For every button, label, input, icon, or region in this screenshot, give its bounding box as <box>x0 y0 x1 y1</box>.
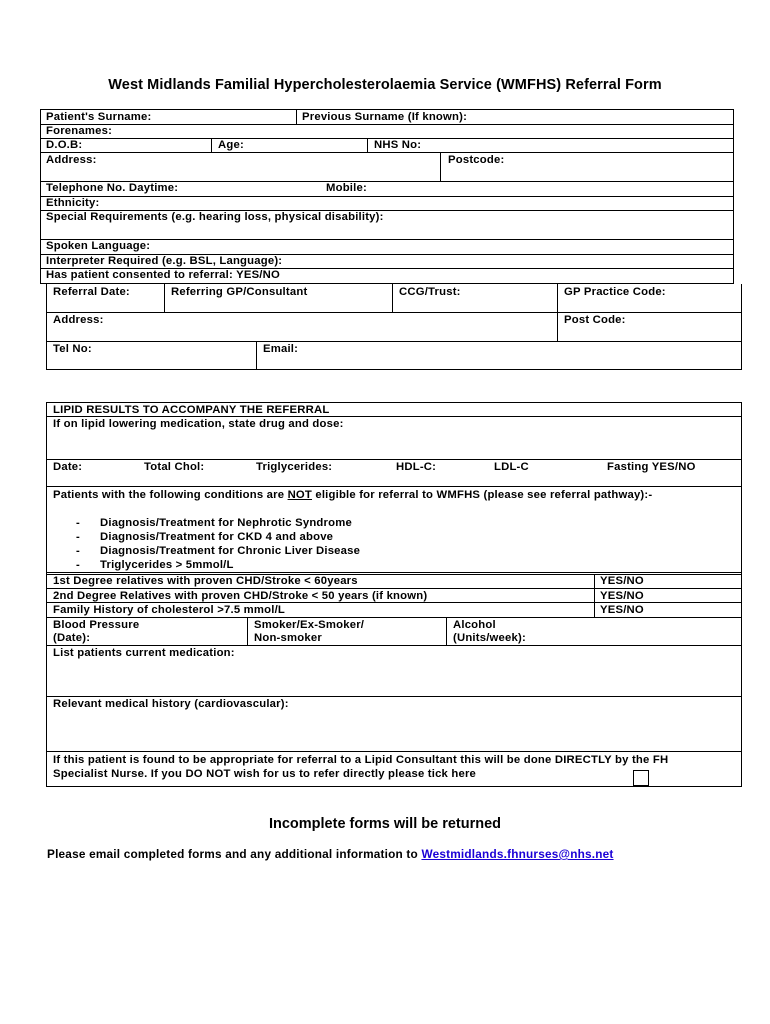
list-bullet: - <box>76 531 80 543</box>
smoker-label: Smoker/Ex-Smoker/ <box>254 619 365 631</box>
fasting-label: Fasting YES/NO <box>607 461 696 473</box>
eligibility-not-text: NOT <box>287 489 313 501</box>
gp-practice-code-label: GP Practice Code: <box>564 286 666 298</box>
blood-pressure-date-label: (Date): <box>53 632 91 644</box>
ldl-label: LDL-C <box>494 461 529 473</box>
second-degree-label: 2nd Degree Relatives with proven CHD/Stroke < 50 years (if known) <box>53 590 428 602</box>
hdl-label: HDL-C: <box>396 461 437 473</box>
list-item: Diagnosis/Treatment for Nephrotic Syndrome <box>100 517 352 529</box>
interpreter-label: Interpreter Required (e.g. BSL, Language): <box>46 255 283 267</box>
referrer-email-label: Email: <box>263 343 299 355</box>
forenames-label: Forenames: <box>46 125 113 137</box>
medical-history-label: Relevant medical history (cardiovascular): <box>53 698 289 710</box>
lipid-heading: LIPID RESULTS TO ACCOMPANY THE REFERRAL <box>53 404 330 416</box>
special-requirements-label: Special Requirements (e.g. hearing loss, physical disability): <box>46 211 384 223</box>
patient-address-label: Address: <box>46 154 97 166</box>
postcode-label: Postcode: <box>448 154 505 166</box>
ethnicity-label: Ethnicity: <box>46 197 100 209</box>
blood-pressure-label: Blood Pressure <box>53 619 140 631</box>
non-smoker-label: Non-smoker <box>254 632 322 644</box>
list-bullet: - <box>76 545 80 557</box>
alcohol-label: Alcohol <box>453 619 496 631</box>
email-instructions <box>47 848 614 861</box>
previous-surname-label: Previous Surname (If known): <box>302 111 468 123</box>
dob-label: D.O.B: <box>46 139 83 151</box>
referring-gp-label: Referring GP/Consultant <box>171 286 308 298</box>
incomplete-forms-notice: Incomplete forms will be returned <box>268 816 502 832</box>
mobile-label: Mobile: <box>326 182 367 194</box>
eligibility-note <box>53 489 652 502</box>
nhs-no-label: NHS No: <box>374 139 422 151</box>
triglycerides-label: Triglycerides: <box>256 461 333 473</box>
spoken-language-label: Spoken Language: <box>46 240 151 252</box>
tel-no-label: Tel No: <box>53 343 92 355</box>
list-item: Diagnosis/Treatment for CKD 4 and above <box>100 531 334 543</box>
eligibility-post-text: eligible for referral to WMFHS (please see referral pathway):- <box>312 489 653 501</box>
total-chol-label: Total Chol: <box>144 461 205 473</box>
email-link[interactable]: Westmidlands.fhnurses@nhs.net <box>421 847 614 861</box>
post-code-label: Post Code: <box>564 314 626 326</box>
list-bullet: - <box>76 517 80 529</box>
patient-surname-label: Patient's Surname: <box>46 111 152 123</box>
list-item: Diagnosis/Treatment for Chronic Liver Disease <box>100 545 361 557</box>
consent-label: Has patient consented to referral: YES/NO <box>46 269 280 281</box>
family-chol-yes-no: YES/NO <box>600 604 644 616</box>
list-bullet: - <box>76 559 80 571</box>
lipid-medication-label: If on lipid lowering medication, state drug and dose: <box>53 418 344 430</box>
first-degree-yes-no: YES/NO <box>600 575 644 587</box>
referrer-address-label: Address: <box>53 314 104 326</box>
ccg-trust-label: CCG/Trust: <box>399 286 461 298</box>
referral-date-label: Referral Date: <box>53 286 130 298</box>
direct-referral-line2: Specialist Nurse. If you DO NOT wish for us to refer directly please tick here <box>53 768 477 780</box>
telephone-label: Telephone No. Daytime: <box>46 182 179 194</box>
form-title: West Midlands Familial Hypercholesterolaemia Service (WMFHS) Referral Form <box>108 77 662 93</box>
email-instructions-text: Please email completed forms and any additional information to <box>47 847 422 861</box>
lipid-date-label: Date: <box>53 461 83 473</box>
direct-referral-line1: If this patient is found to be appropriate for referral to a Lipid Consultant this will be done DIRECTLY by the FH <box>53 754 669 766</box>
first-degree-label: 1st Degree relatives with proven CHD/Stroke < 60years <box>53 575 358 587</box>
current-medication-label: List patients current medication: <box>53 647 235 659</box>
family-chol-label: Family History of cholesterol >7.5 mmol/L <box>53 604 286 616</box>
eligibility-pre-text: Patients with the following conditions are <box>53 489 288 501</box>
age-label: Age: <box>218 139 244 151</box>
list-item: Triglycerides > 5mmol/L <box>100 559 234 571</box>
opt-out-direct-referral-checkbox[interactable] <box>633 770 649 786</box>
alcohol-units-label: (Units/week): <box>453 632 526 644</box>
second-degree-yes-no: YES/NO <box>600 590 644 602</box>
